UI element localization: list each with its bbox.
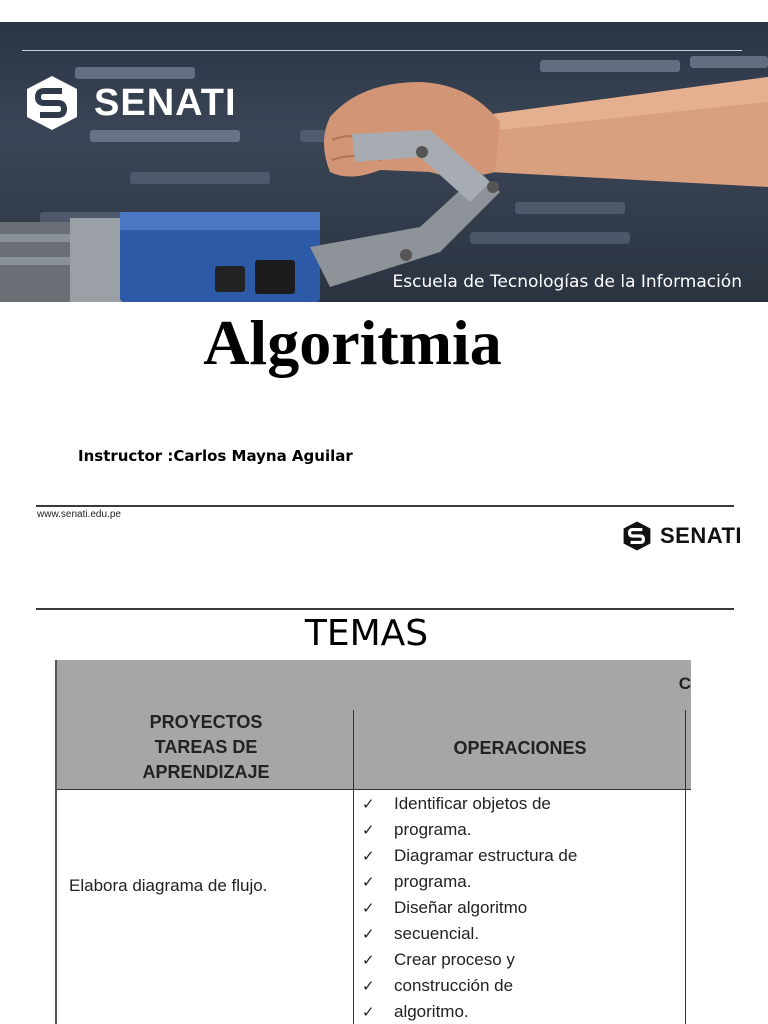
- document-title: Algoritmia: [203, 307, 502, 378]
- header-line: TAREAS DE: [154, 737, 258, 757]
- column-divider: [685, 710, 686, 1024]
- operation-text: secuencial.: [394, 924, 480, 943]
- section-title: TEMAS: [304, 613, 429, 654]
- list-item: [362, 947, 577, 973]
- senati-hexagon-icon: [622, 520, 652, 552]
- header-line: PROYECTOS: [149, 712, 263, 732]
- topics-table: [55, 660, 691, 1024]
- school-tagline: Escuela de Tecnologías de la Información: [392, 272, 742, 292]
- list-item: [362, 921, 577, 947]
- column-divider: [353, 710, 354, 1024]
- senati-logo: [24, 74, 237, 132]
- list-item: [362, 843, 577, 869]
- column-header-operations: OPERACIONES: [453, 738, 587, 758]
- check-icon: ✓: [362, 900, 375, 917]
- operation-text: programa.: [394, 820, 472, 839]
- column-header-projects: [57, 710, 355, 785]
- check-icon: ✓: [362, 952, 375, 969]
- operations-list: [362, 791, 577, 1024]
- robot-arm-illustration: [0, 22, 768, 302]
- website-url: www.senati.edu.pe: [37, 509, 121, 520]
- list-item: [362, 817, 577, 843]
- list-item: [362, 869, 577, 895]
- row-divider: [57, 789, 691, 790]
- operation-text: Diseñar algoritmo: [394, 898, 528, 917]
- check-icon: ✓: [362, 848, 375, 865]
- check-icon: ✓: [362, 978, 375, 995]
- divider: [36, 608, 734, 610]
- check-icon: ✓: [362, 1004, 375, 1021]
- operation-text: Identificar objetos de: [394, 794, 551, 813]
- check-icon: ✓: [362, 874, 375, 891]
- operation-text: algoritmo.: [394, 1002, 469, 1021]
- header-cut-text: C: [678, 674, 691, 693]
- header-line: APRENDIZAJE: [142, 762, 270, 782]
- list-item: [362, 791, 577, 817]
- instructor-name: Instructor :Carlos Mayna Aguilar: [78, 447, 353, 465]
- operation-text: programa.: [394, 872, 472, 891]
- hero-banner: [0, 22, 768, 302]
- list-item: [362, 973, 577, 999]
- task-cell: Elabora diagrama de flujo.: [69, 876, 268, 895]
- footer-senati-logo: [622, 520, 742, 552]
- check-icon: ✓: [362, 822, 375, 839]
- operation-text: construcción de: [394, 976, 514, 995]
- list-item: [362, 999, 577, 1024]
- operation-text: Crear proceso y: [394, 950, 515, 969]
- divider: [36, 505, 734, 507]
- check-icon: ✓: [362, 796, 375, 813]
- senati-hexagon-icon: [24, 74, 80, 132]
- footer-brand-name: SENATI: [660, 523, 743, 548]
- brand-name: SENATI: [94, 81, 237, 124]
- operation-text: Diagramar estructura de: [394, 846, 578, 865]
- check-icon: ✓: [362, 926, 375, 943]
- list-item: [362, 895, 577, 921]
